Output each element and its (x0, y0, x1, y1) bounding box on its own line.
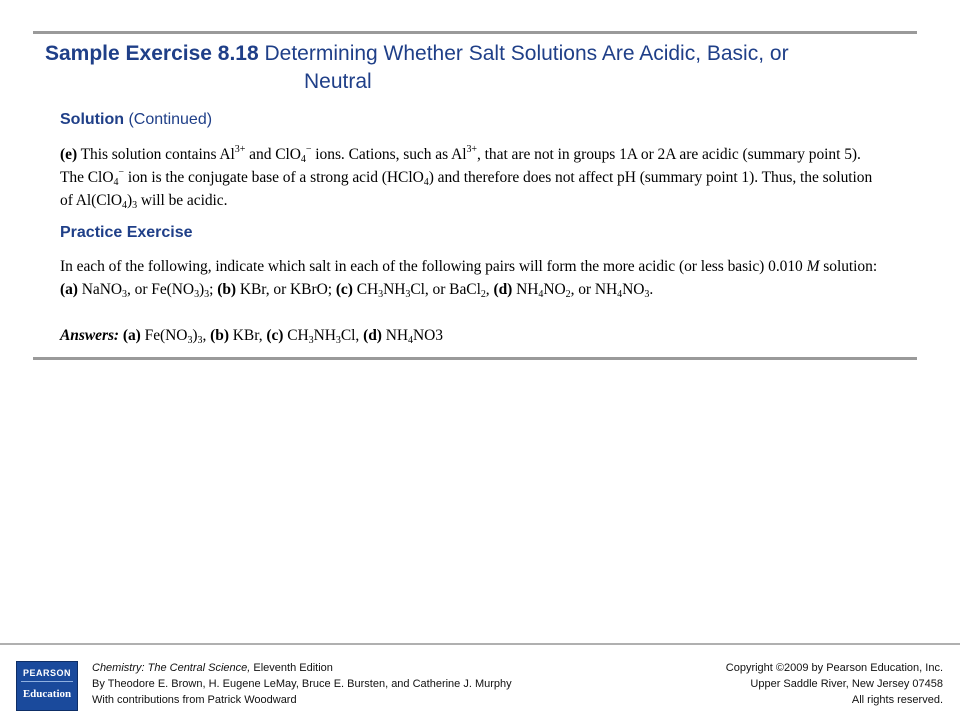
book-contributors: With contributions from Patrick Woodward (92, 694, 297, 706)
solution-label: Solution (60, 111, 124, 128)
book-title: Chemistry: The Central Science, (92, 662, 251, 674)
copyright-notice: Copyright ©2009 by Pearson Education, Inc. Upper Saddle River, New Jersey 07458 All rights reserved. (725, 662, 943, 706)
book-edition: Eleventh Edition (253, 662, 333, 674)
solution-continued: (Continued) (128, 111, 213, 128)
footer-divider (0, 643, 960, 645)
title-text-line2: Neutral (304, 70, 372, 93)
practice-heading: Practice Exercise (60, 224, 193, 241)
top-divider (33, 31, 917, 34)
footer (0, 648, 960, 720)
book-citation (92, 660, 512, 708)
solution-paragraph: (e) This solution contains $Al^{3+}$ and ClO$_4$− ions. Cations, such as $Al^{3+}$, that are not in groups 1A or 2A are acidic (summary point 5). The ClO$_4$− ion is the conjugate base of a strong acid (HClO$_4$) and therefore does not affect pH (summary point 1). Thus, the solution of $Al(ClO_4)_3$ will be acidic. (60, 144, 873, 211)
answers-line: Answers: (a) $Fe(NO_3)_3$, (b) KBr, (c) $CH_3NH_3Cl$, (d) $NH_4NO3$ (60, 327, 443, 346)
content-divider (33, 357, 917, 360)
solution-heading (60, 111, 212, 129)
title-text-line1: Determining Whether Salt Solutions Are Acidic, Basic, or (264, 42, 789, 65)
book-authors: By Theodore E. Brown, H. Eugene LeMay, Bruce E. Bursten, and Catherine J. Murphy (92, 678, 512, 690)
practice-paragraph: In each of the following, indicate which salt in each of the following pairs will form the more acidic (or less basic) 0.010 M solution: (a) NaNO$_3$, or $Fe(NO_3)_3$; (b) KBr, or KBrO; (c) $CH_3NH_3Cl$, or BaCl$_2$, (d) $NH_4NO_2$, or $NH_4NO_3$. (60, 258, 878, 300)
slide-title (45, 40, 925, 96)
answers-label: Answers: (60, 327, 120, 344)
part-e-label: (e) (60, 146, 78, 163)
exercise-number: Sample Exercise 8.18 (45, 42, 259, 65)
pearson-logo: PEARSON Education (16, 661, 78, 711)
